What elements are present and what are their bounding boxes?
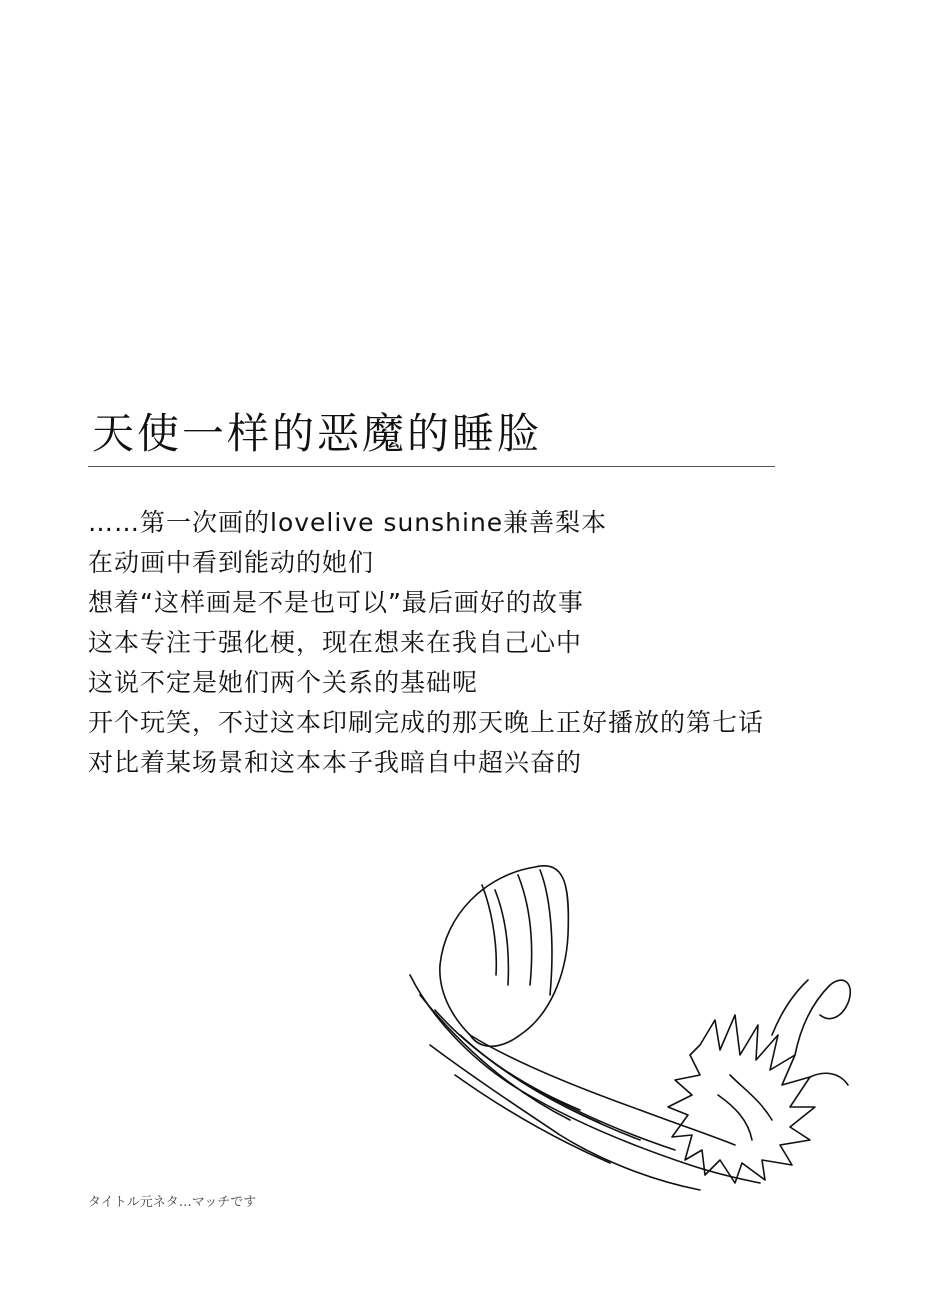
- text-line: 开个玩笑，不过这本印刷完成的那天晚上正好播放的第七话: [88, 708, 765, 737]
- afterword-text: [88, 503, 888, 783]
- text-line: 这说不定是她们两个关系的基础呢: [88, 668, 479, 697]
- text-line: ……第一次画的lovelive sunshine兼善梨本: [88, 508, 608, 537]
- text-line: 这本专注于强化梗，现在想来在我自己心中: [88, 628, 583, 657]
- page-title: 天使一样的恶魔的睡脸: [92, 409, 543, 458]
- feather-illustration: [400, 845, 860, 1205]
- title-source-note: タイトル元ネタ…マッチです: [88, 1195, 257, 1210]
- text-line: 对比着某场景和这本本子我暗自中超兴奋的: [88, 748, 583, 777]
- title-underline: [88, 466, 775, 467]
- text-line: 在动画中看到能动的她们: [88, 548, 375, 577]
- text-line: 想着“这样画是不是也可以”最后画好的故事: [88, 588, 584, 617]
